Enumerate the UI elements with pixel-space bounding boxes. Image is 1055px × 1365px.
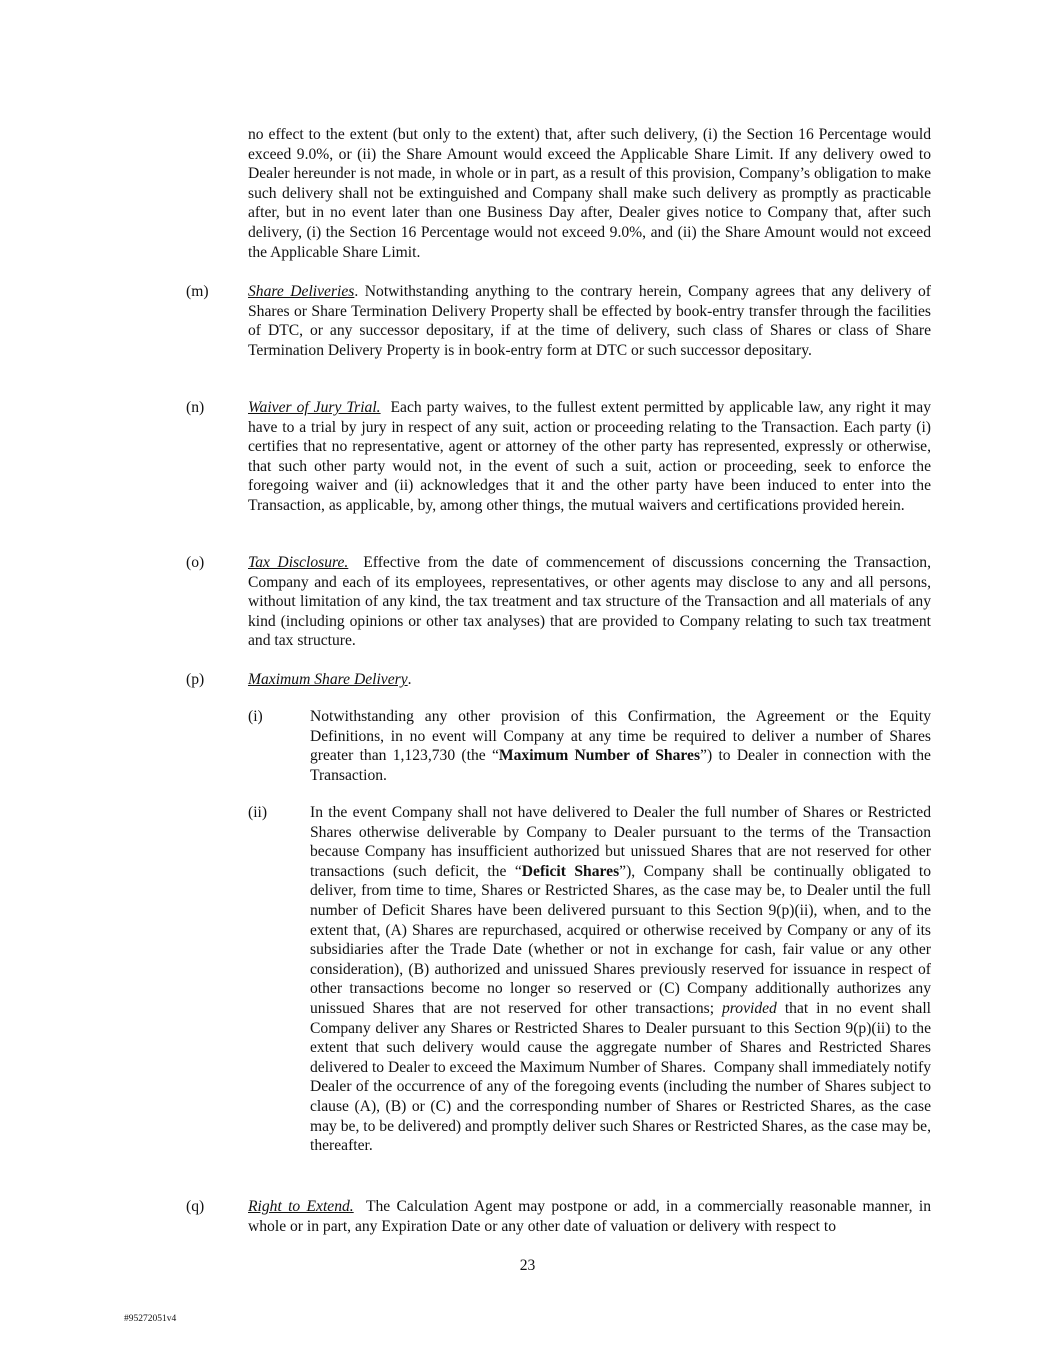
subsection-p-i-text-a: Notwithstanding any other provision of this Confirmation, the Agreement or the Equity Definitions, in no event will Company at any time be required to deliver a number of Shares greater than 1,123,730 (the “: [310, 708, 931, 765]
provided-italic: provided: [722, 999, 777, 1017]
section-n-heading: Waiver of Jury Trial.: [248, 399, 381, 416]
subsection-p-ii-paragraph: [310, 803, 935, 1156]
subsection-p-i-text-b: ”) to Dealer in connection with the Transaction.: [310, 747, 931, 784]
page-number: 23: [519, 1257, 536, 1274]
defined-term-maximum-number-of-shares: Maximum Number of Shares: [498, 747, 701, 765]
section-n-text: Each party waives, to the fullest extent permitted by applicable law, any right it may have to a trial by jury in respect of any suit, action or proceeding relating to the Transaction. Each party (i) certifies that no representative, agent or attorney of the other party has represented, expressly or otherwise, that such other party would not, in the event of such a suit, action or proceeding, seek to enforce the foregoing waiver and (ii) acknowledges that it and the other party have been induced to enter into the Transaction, as applicable, by, among other things, the mutual waivers and certifications provided herein.: [248, 399, 935, 514]
section-o-heading: Tax Disclosure.: [248, 554, 349, 571]
section-q-text: The Calculation Agent may postpone or add, in a commercially reasonable manner, in whole or in part, any Expiration Date or any other date of valuation or delivery with respect to: [248, 1198, 935, 1235]
defined-term-deficit-shares: Deficit Shares: [521, 862, 620, 880]
section-q-heading: Right to Extend.: [248, 1198, 354, 1215]
section-q-paragraph: [248, 1197, 935, 1236]
subsection-p-i-paragraph: [310, 707, 931, 785]
subsection-p-ii-text-c: that in no event shall Company deliver any Shares or Restricted Shares to Dealer pursuant to this Section 9(p)(ii) to the extent that such delivery would cause the aggregate number of Shares and Restricted Shares delivered to Dealer to exceed the Maximum Number of Shares. Company shall immediately notify Dealer of the occurrence of any of the foregoing events (including the number of Shares subject to clause (A), (B) or (C) and the corresponding number of Shares or Restricted Shares, as the case may be, to be delivered) and promptly deliver such Shares or Restricted Shares, as the case may be, thereafter.: [310, 999, 935, 1155]
continuation-paragraph: [248, 125, 931, 262]
document-id: #95272051v4: [124, 1314, 177, 1324]
subsection-p-ii-text-b: ”), Company shall be continually obligated to deliver, from time to time, Shares or Restricted Shares, as the case may be, to Dealer until the full number of Deficit Shares have been delivered pursuant to this Section 9(p)(ii), when, and to the extent that, (A) Shares are repurchased, acquired or otherwise received by Company or any of its subsidiaries after the Trade Date (whether or not in exchange for cash, fair value or any other consideration), (B) authorized and unissued Shares previously reserved for issuance in respect of other transactions become no longer so reserved or (C) Company additionally authorizes any unissued Shares that are not reserved for other transactions;: [310, 862, 931, 1017]
section-p-heading-line: [248, 670, 931, 690]
section-m-text: Notwithstanding anything to the contrary herein, Company agrees that any delivery of Shares or Share Termination Delivery Property shall be effected by book-entry transfer through the facilities of DTC, or any successor depositary, if at the time of delivery, such class of Shares or class of Share Termination Delivery Property is in book-entry form at DTC or such successor depositary.: [248, 283, 932, 359]
subsection-p-ii-text-a: In the event Company shall not have delivered to Dealer the full number of Shares or Restricted Shares otherwise deliverable by Company to Dealer pursuant to the terms of the Transaction because Company has insufficient authorized but unissued Shares that are not reserved for other transactions (such deficit, the “: [310, 804, 931, 880]
section-label-p: (p): [186, 671, 205, 688]
section-p-heading: Maximum Share Delivery: [248, 671, 408, 688]
subsection-label-p-i: (i): [248, 708, 263, 725]
section-m-heading-punct: .: [354, 283, 359, 300]
section-o-text: Effective from the date of commencement of discussions concerning the Transaction, Company and each of its employees, representatives, or other agents may disclose to any and all persons, without limitation of any kind, the tax treatment and tax structure of the Transaction and all materials of any kind (including opinions or other tax analyses) that are provided to Company relating to such tax treatment and tax structure.: [248, 554, 935, 650]
paragraph-text: no effect to the extent (but only to the extent) that, after such delivery, (i) the Section 16 Percentage would exceed 9.0%, or (ii) the Share Amount would exceed the Applicable Share Limit. If any delivery owed to Dealer hereunder is not made, in whole or in part, as a result of this provision, Company’s obligation to make such delivery shall not be extinguished and Company shall make such delivery as promptly as practicable after, but in no event later than one Business Day after, Dealer gives notice to Company that, after such delivery, (i) the Section 16 Percentage would not exceed 9.0%, and (ii) the Share Amount would not exceed the Applicable Share Limit.: [248, 126, 931, 261]
section-label-q: (q): [186, 1198, 205, 1215]
section-label-m: (m): [186, 283, 209, 300]
section-n-paragraph: [248, 398, 935, 516]
subsection-label-p-ii: (ii): [248, 804, 268, 821]
section-m-heading: Share Deliveries: [248, 283, 355, 300]
section-label-n: (n): [186, 399, 205, 416]
section-m-paragraph: [248, 282, 931, 360]
section-p-heading-punct: .: [407, 671, 412, 688]
section-label-o: (o): [186, 554, 205, 571]
section-o-paragraph: [248, 553, 935, 651]
